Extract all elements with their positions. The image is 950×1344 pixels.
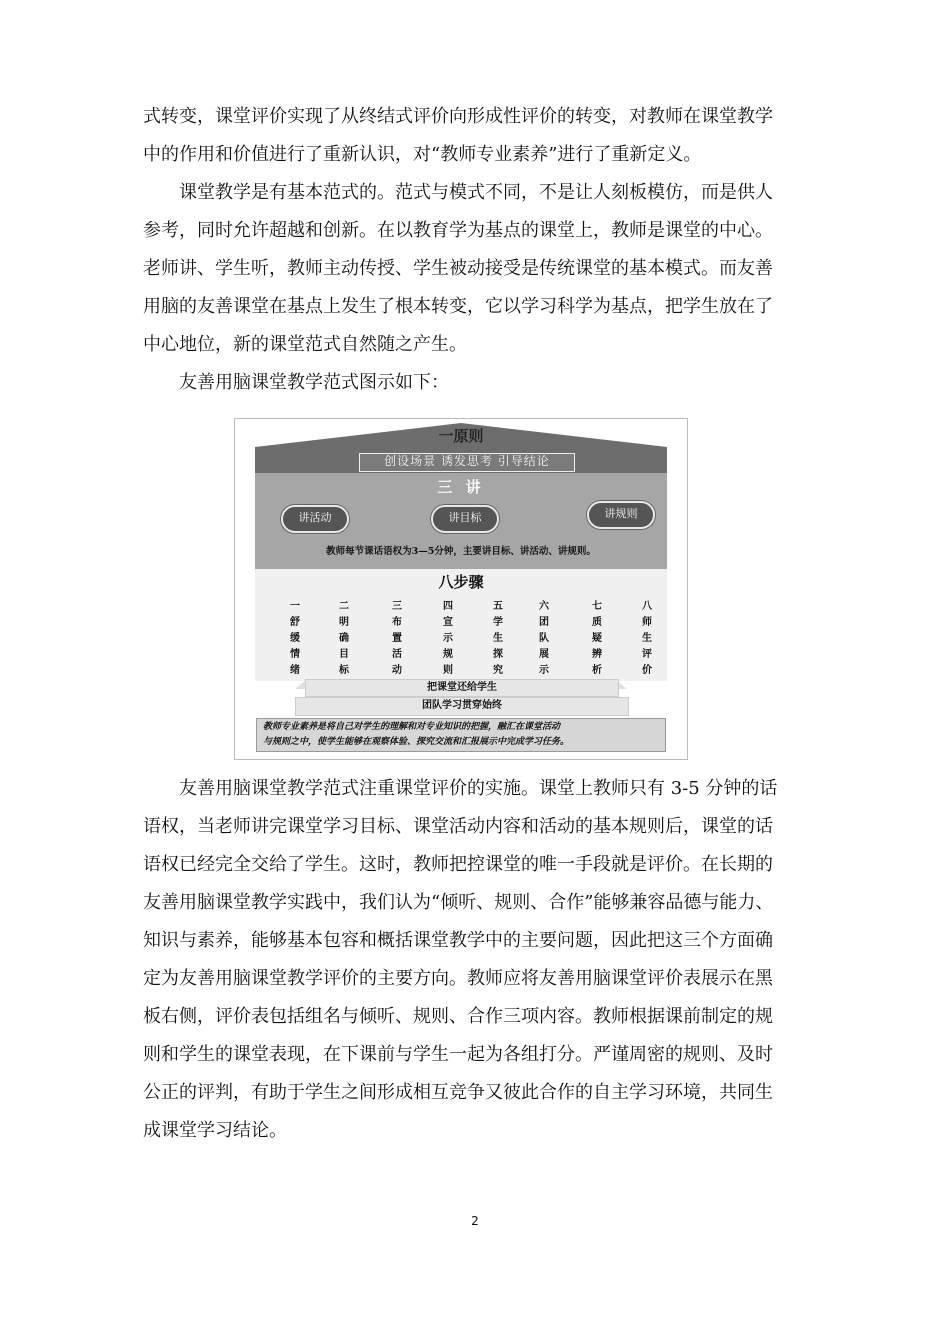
bottom-note-line: 与规则之中，使学生能够在观察体验、探究交流和汇报展示中完成学习任务。 (263, 737, 570, 747)
eight-title: 八步骤 (438, 573, 484, 591)
text-line: 友善用脑课堂教学范式图示如下： (143, 372, 449, 393)
text-line: 中心地位，新的课堂范式自然随之产生。 (143, 334, 467, 355)
text-line: 老师讲、学生听，教师主动传授、学生被动接受是传统课堂的基本模式。而友善 (143, 258, 773, 279)
text-line: 友善用脑课堂教学实践中，我们认为“倾听、规则、合作”能够兼容品德与能力、 (143, 892, 774, 913)
page-number: 2 (471, 1214, 479, 1228)
paragraph-1 (143, 98, 823, 174)
text-line: 参考，同时允许超越和创新。在以教育学为基点的课堂上，教师是课堂的中心。 (143, 220, 773, 241)
text-line: 知识与素养，能够基本包容和概括课堂教学中的主要问题，因此把这三个方面确 (143, 930, 773, 951)
step-3: 三 布 置 活 动 (392, 601, 402, 676)
text-line: 语权已经完全交给了学生。这时，教师把控课堂的唯一手段就是评价。在长期的 (143, 854, 773, 875)
step-4: 四 宣 示 规 则 (443, 601, 453, 676)
base-bar-2: 团队学习贯穿始终 (295, 697, 629, 716)
paragraph-4 (143, 770, 823, 1150)
text-line: 板右侧，评价表包括组名与倾听、规则、合作三项内容。教师根据课前制定的规 (143, 1006, 773, 1027)
text-line: 式转变，课堂评价实现了从终结式评价向形成性评价的转变，对教师在课堂教学 (143, 106, 773, 127)
text-line: 中的作用和价值进行了重新认识，对“教师专业素养”进行了重新定义。 (143, 144, 702, 165)
pill-rule: 讲规则 (587, 501, 655, 529)
step-6: 六 团 队 展 示 (539, 601, 549, 676)
text-line: 用脑的友善课堂在基点上发生了根本转变，它以学习科学为基点，把学生放在了 (143, 296, 773, 317)
pill-activity: 讲活动 (281, 505, 349, 533)
step-1: 一 舒 缓 情 绪 (290, 601, 300, 676)
bottom-note (256, 718, 666, 752)
roof-subtitle: 创设场景 诱发思考 引导结论 (384, 454, 550, 468)
base-bar-1: 把课堂还给学生 (305, 679, 619, 697)
three-note: 教师每节课话语权为3—5分钟，主要讲目标、讲活动、讲规则。 (326, 546, 596, 557)
three-title: 三 讲 (437, 478, 485, 496)
paragraph-3 (143, 364, 823, 402)
text-line: 定为友善用脑课堂教学评价的主要方向。教师应将友善用脑课堂评价表展示在黑 (143, 968, 773, 989)
step-8: 八 师 生 评 价 (642, 601, 652, 676)
text-line: 则和学生的课堂表现，在下课前与学生一起为各组打分。严谨周密的规则、及时 (143, 1044, 773, 1065)
step-5: 五 学 生 探 究 (493, 601, 503, 676)
text-line: 公正的评判，有助于学生之间形成相互竞争又彼此合作的自主学习环境，共同生 (143, 1082, 773, 1103)
bottom-note-line: 教师专业素养是将自己对学生的理解和对专业知识的把握，融汇在课堂活动 (263, 722, 561, 732)
teaching-paradigm-figure (234, 418, 688, 760)
step-2: 二 明 确 目 标 (339, 601, 349, 676)
pill-goal: 讲目标 (431, 505, 499, 533)
paragraph-2 (143, 174, 823, 364)
text-line: 语权，当老师讲完课堂学习目标、课堂活动内容和活动的基本规则后，课堂的话 (143, 816, 773, 837)
roof-title: 一原则 (438, 427, 484, 445)
text-line: 友善用脑课堂教学范式注重课堂评价的实施。课堂上教师只有 3-5 分钟的话 (143, 778, 778, 799)
text-line: 课堂教学是有基本范式的。范式与模式不同，不是让人刻板模仿，而是供人 (143, 182, 773, 203)
step-7: 七 质 疑 辨 析 (592, 601, 602, 676)
text-line: 成课堂学习结论。 (143, 1120, 287, 1141)
